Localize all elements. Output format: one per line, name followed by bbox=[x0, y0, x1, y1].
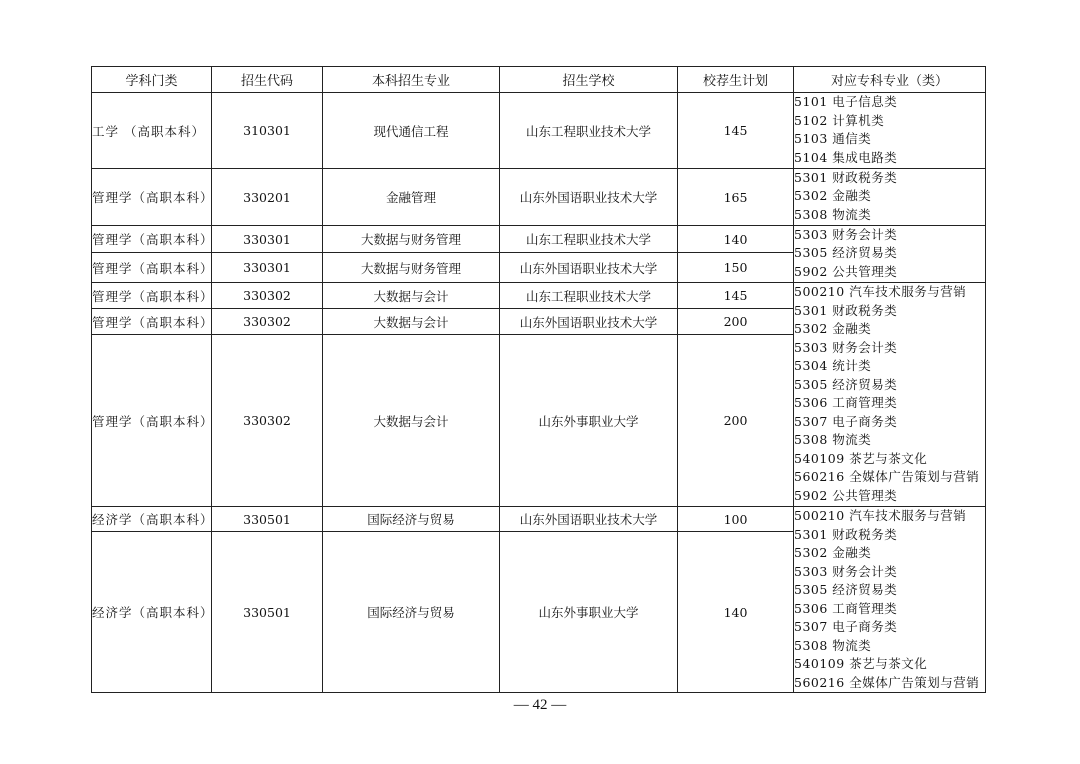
related-major-item: 5302 金融类 bbox=[794, 545, 872, 560]
plan-cell: 200 bbox=[678, 335, 794, 507]
related-major-item: 5308 物流类 bbox=[794, 206, 872, 222]
major-cell: 国际经济与贸易 bbox=[323, 532, 500, 693]
category-cell: 管理学（高职本科） bbox=[92, 169, 212, 226]
header-major: 本科招生专业 bbox=[323, 67, 500, 93]
related-majors-cell bbox=[794, 169, 986, 226]
school-cell: 山东外国语职业技术大学 bbox=[500, 169, 678, 226]
code-cell: 330302 bbox=[212, 309, 323, 335]
related-majors-cell bbox=[794, 507, 986, 693]
related-major-item: 5306 工商管理类 bbox=[794, 600, 898, 616]
school-cell: 山东外国语职业技术大学 bbox=[500, 309, 678, 335]
major-cell: 大数据与财务管理 bbox=[323, 253, 500, 283]
related-major-item: 5102 计算机类 bbox=[794, 112, 885, 128]
table-header-row bbox=[92, 67, 986, 93]
header-school: 招生学校 bbox=[500, 67, 678, 93]
related-major-item: 5307 电子商务类 bbox=[794, 619, 898, 634]
code-cell: 330201 bbox=[212, 169, 323, 226]
category-cell: 管理学（高职本科） bbox=[92, 253, 212, 283]
table-row bbox=[92, 507, 986, 532]
school-cell: 山东工程职业技术大学 bbox=[500, 93, 678, 169]
related-major-item: 540109 茶艺与茶文化 bbox=[794, 450, 928, 466]
related-majors-cell bbox=[794, 226, 986, 283]
related-major-item: 5301 财政税务类 bbox=[794, 170, 898, 185]
related-major-item: 5305 经济贸易类 bbox=[794, 245, 898, 261]
admissions-table bbox=[91, 66, 986, 693]
category-cell: 管理学（高职本科） bbox=[92, 335, 212, 507]
related-major-item: 5304 统计类 bbox=[794, 358, 872, 373]
school-cell: 山东工程职业技术大学 bbox=[500, 283, 678, 309]
related-major-item: 5101 电子信息类 bbox=[794, 94, 898, 109]
related-major-item: 5301 财政税务类 bbox=[794, 526, 898, 542]
related-majors-cell bbox=[794, 93, 986, 169]
related-major-item: 5303 财务会计类 bbox=[794, 563, 898, 579]
table-row bbox=[92, 226, 986, 253]
plan-cell: 165 bbox=[678, 169, 794, 226]
related-major-item: 5308 物流类 bbox=[794, 637, 872, 653]
related-major-item: 5306 工商管理类 bbox=[794, 395, 898, 410]
header-plan: 校荐生计划 bbox=[678, 67, 794, 93]
related-major-item: 5307 电子商务类 bbox=[794, 413, 898, 429]
related-major-item: 500210 汽车技术服务与营销 bbox=[794, 508, 967, 523]
code-cell: 310301 bbox=[212, 93, 323, 169]
related-major-item: 560216 全媒体广告策划与营销 bbox=[794, 469, 980, 484]
major-cell: 大数据与会计 bbox=[323, 283, 500, 309]
code-cell: 330302 bbox=[212, 335, 323, 507]
major-cell: 现代通信工程 bbox=[323, 93, 500, 169]
plan-cell: 140 bbox=[678, 226, 794, 253]
related-major-item: 5308 物流类 bbox=[794, 432, 872, 447]
related-majors-cell bbox=[794, 283, 986, 507]
related-major-item: 5303 财务会计类 bbox=[794, 227, 898, 242]
related-major-item: 5902 公共管理类 bbox=[794, 263, 898, 279]
plan-cell: 100 bbox=[678, 507, 794, 532]
category-cell: 管理学（高职本科） bbox=[92, 309, 212, 335]
related-major-item: 540109 茶艺与茶文化 bbox=[794, 656, 928, 671]
related-major-item: 5103 通信类 bbox=[794, 131, 872, 146]
related-major-item: 5301 财政税务类 bbox=[794, 302, 898, 318]
plan-cell: 145 bbox=[678, 283, 794, 309]
page-number: — 42 — bbox=[513, 697, 567, 713]
school-cell: 山东外国语职业技术大学 bbox=[500, 507, 678, 532]
related-major-item: 5305 经济贸易类 bbox=[794, 582, 898, 597]
code-cell: 330501 bbox=[212, 507, 323, 532]
school-cell: 山东外事职业大学 bbox=[500, 335, 678, 507]
category-cell: 经济学（高职本科） bbox=[92, 532, 212, 693]
major-cell: 大数据与会计 bbox=[323, 335, 500, 507]
table-row bbox=[92, 169, 986, 226]
major-cell: 大数据与财务管理 bbox=[323, 226, 500, 253]
related-major-item: 5104 集成电路类 bbox=[794, 149, 898, 165]
related-major-item: 500210 汽车技术服务与营销 bbox=[794, 284, 967, 299]
plan-cell: 145 bbox=[678, 93, 794, 169]
major-cell: 国际经济与贸易 bbox=[323, 507, 500, 532]
school-cell: 山东工程职业技术大学 bbox=[500, 226, 678, 253]
code-cell: 330301 bbox=[212, 226, 323, 253]
code-cell: 330501 bbox=[212, 532, 323, 693]
category-cell: 管理学（高职本科） bbox=[92, 226, 212, 253]
table-row bbox=[92, 93, 986, 169]
related-major-item: 5305 经济贸易类 bbox=[794, 376, 898, 392]
major-cell: 大数据与会计 bbox=[323, 309, 500, 335]
related-major-item: 560216 全媒体广告策划与营销 bbox=[794, 674, 980, 690]
code-cell: 330302 bbox=[212, 283, 323, 309]
header-code: 招生代码 bbox=[212, 67, 323, 93]
code-cell: 330301 bbox=[212, 253, 323, 283]
school-cell: 山东外事职业大学 bbox=[500, 532, 678, 693]
related-major-item: 5302 金融类 bbox=[794, 188, 872, 204]
related-major-item: 5303 财务会计类 bbox=[794, 339, 898, 355]
major-cell: 金融管理 bbox=[323, 169, 500, 226]
table-row bbox=[92, 283, 986, 309]
category-cell: 管理学（高职本科） bbox=[92, 283, 212, 309]
header-related-majors: 对应专科专业（类） bbox=[794, 67, 986, 93]
plan-cell: 200 bbox=[678, 309, 794, 335]
related-major-item: 5302 金融类 bbox=[794, 321, 872, 336]
plan-cell: 140 bbox=[678, 532, 794, 693]
category-cell: 经济学（高职本科） bbox=[92, 507, 212, 532]
school-cell: 山东外国语职业技术大学 bbox=[500, 253, 678, 283]
plan-cell: 150 bbox=[678, 253, 794, 283]
related-major-item: 5902 公共管理类 bbox=[794, 487, 898, 503]
header-category: 学科门类 bbox=[92, 67, 212, 93]
category-cell: 工学 （高职本科） bbox=[92, 93, 212, 169]
